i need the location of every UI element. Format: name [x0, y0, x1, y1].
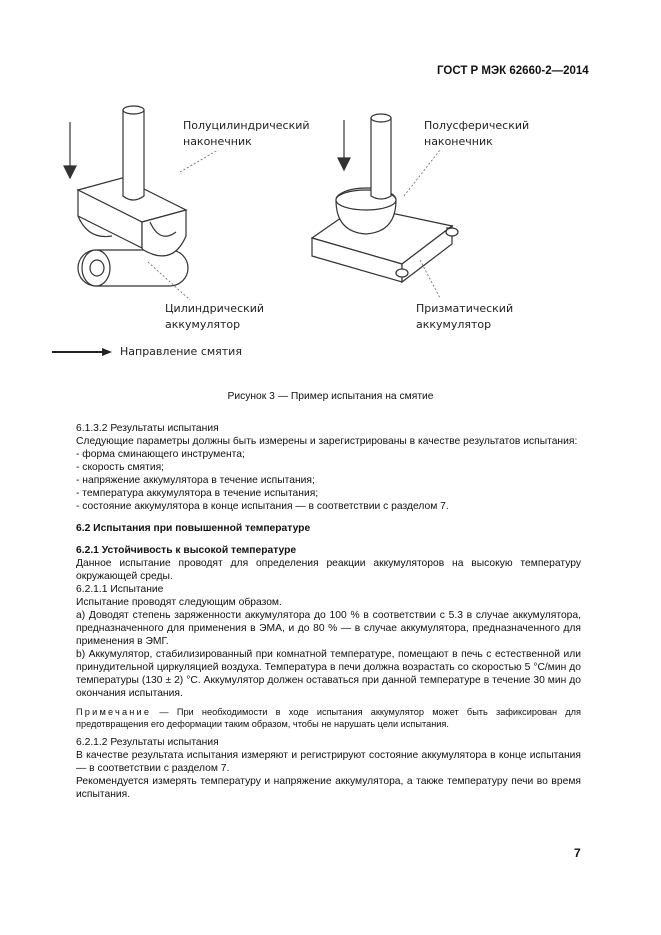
crush-test-figure: [0, 0, 661, 380]
list-item: - температура аккумулятора в течение испытания;: [76, 488, 319, 499]
legend-crush-direction: Направление смятия: [120, 345, 242, 358]
label-cyl-line1: Цилиндрический: [165, 302, 265, 315]
label-prism-line1: Призматический: [416, 302, 514, 315]
s621-text: Данное испытание проводят для определения реакции аккумуляторов на высокую температуру окружающей среды.: [76, 558, 581, 582]
body-text: [76, 422, 581, 801]
list-item: - форма сминающего инструмента;: [76, 449, 245, 460]
label-semicyl-line1: Полуцилиндрический: [183, 119, 310, 132]
note-text: — При необходимости в ходе испытания аккумулятор может быть зафиксирован для предотвращения его деформации таким образом, чтобы не нарушать цели испытания.: [76, 707, 581, 729]
label-hemispherical-indenter: [424, 118, 529, 150]
label-prism-line2: аккумулятор: [416, 318, 492, 331]
s62-title: 6.2 Испытания при повышенной температуре: [76, 523, 311, 534]
label-cyl-line2: аккумулятор: [165, 318, 241, 331]
s6132-intro: Следующие параметры должны быть измерены и зарегистрированы в качестве результатов испытания:: [76, 436, 578, 447]
page-number: 7: [574, 846, 581, 860]
s6211-title: 6.2.1.1 Испытание: [76, 584, 164, 595]
figure-caption: Рисунок 3 — Пример испытания на смятие: [227, 391, 434, 402]
s621-title: 6.2.1 Устойчивость к высокой температуре: [76, 545, 297, 556]
s6211-intro: Испытание проводят следующим образом.: [76, 597, 282, 608]
note: [76, 706, 581, 730]
s6212-text1: В качестве результата испытания измеряют и регистрируют состояние аккумулятора в конце испытания — в соответствии с разделом 7.: [76, 750, 581, 774]
s6211-item-b: b) Аккумулятор, стабилизированный при комнатной температуре, помещают в печь с естественной или принудительной циркуляцией воздуха. Температура в печи должна возрастать со скоростью 5 °С/мин до температуры (130 ± 2) °С. Аккумулятор должен оставаться при данной температуре в течение 30 мин до окончания испытания.: [76, 649, 581, 699]
s6211-item-a: а) Доводят степень заряженности аккумулятора до 100 % в соответствии с 5.3 в случае аккумулятора, предназначенного для применения в ЭМА, и до 80 % — в случае аккумулятора, предназначенного для применения в ЭМГ.: [76, 610, 581, 647]
s6212-title: 6.2.1.2 Результаты испытания: [76, 737, 219, 748]
label-hemi-line2: наконечник: [424, 135, 493, 148]
label-prismatic-battery: [416, 301, 513, 333]
list-item: - состояние аккумулятора в конце испытания — в соответствии с разделом 7.: [76, 501, 449, 512]
label-semicylindrical-indenter: [183, 118, 310, 150]
s6212-text2: Рекомендуется измерять температуру и напряжение аккумулятора, а также температуру печи во время испытания.: [76, 776, 581, 800]
s6132-title: 6.1.3.2 Результаты испытания: [76, 423, 219, 434]
list-item: - напряжение аккумулятора в течение испытания;: [76, 475, 315, 486]
document-code-header: ГОСТ Р МЭК 62660-2—2014: [437, 65, 589, 77]
list-item: - скорость смятия;: [76, 462, 165, 473]
label-cylindrical-battery: [165, 301, 264, 333]
label-semicyl-line2: наконечник: [183, 135, 252, 148]
label-hemi-line1: Полусферический: [424, 119, 530, 132]
note-label: Примечание: [76, 707, 152, 717]
